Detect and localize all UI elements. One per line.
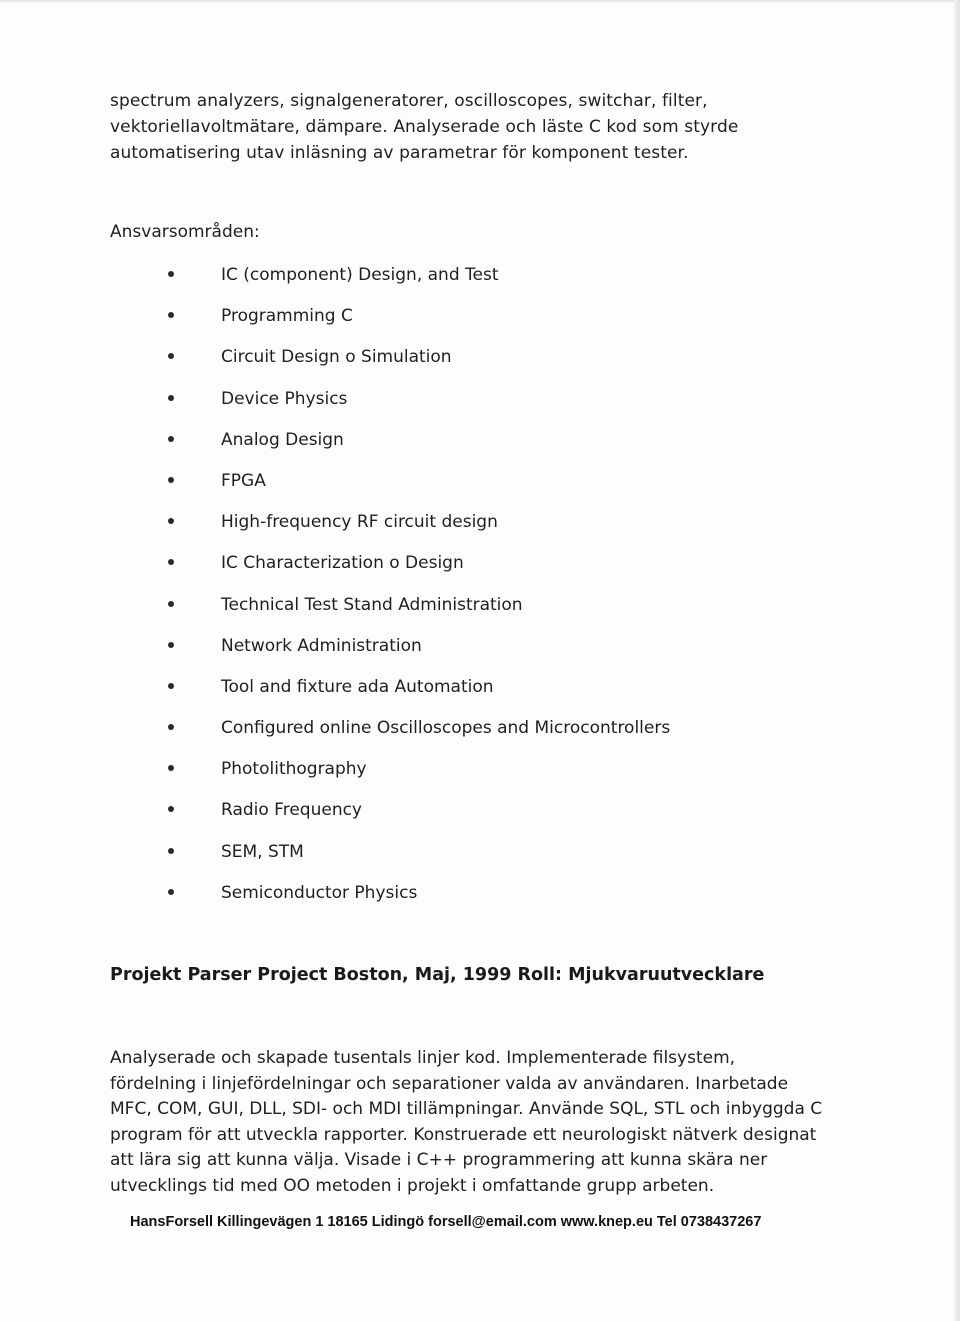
list-item bbox=[0, 427, 700, 468]
list-item bbox=[0, 839, 700, 880]
list-item-label: Device Physics bbox=[221, 388, 348, 409]
intro-line: automatisering utav inläsning av parametrar för komponent tester. bbox=[110, 143, 689, 163]
page-top-edge bbox=[0, 0, 960, 2]
list-item bbox=[0, 262, 700, 303]
bullet-icon bbox=[168, 806, 174, 812]
bullet-icon bbox=[168, 353, 174, 359]
bullet-icon bbox=[168, 559, 174, 565]
bullet-icon bbox=[168, 765, 174, 771]
responsibilities-list bbox=[0, 262, 700, 921]
list-item bbox=[0, 715, 700, 756]
list-item bbox=[0, 550, 700, 591]
bullet-icon bbox=[168, 683, 174, 689]
intro-line: spectrum analyzers, signalgeneratorer, oscilloscopes, switchar, filter, bbox=[110, 91, 708, 111]
page-right-edge bbox=[954, 0, 960, 1321]
list-item bbox=[0, 303, 700, 344]
list-item-label: Circuit Design o Simulation bbox=[221, 347, 452, 368]
list-item bbox=[0, 756, 700, 797]
list-item-label: IC Characterization o Design bbox=[221, 553, 464, 574]
bullet-icon bbox=[168, 518, 174, 524]
list-item-label: Programming C bbox=[221, 306, 353, 327]
project-description bbox=[110, 1046, 830, 1200]
list-item bbox=[0, 592, 700, 633]
bullet-icon bbox=[168, 889, 174, 895]
project-description-line: Analyserade och skapade tusentals linjer kod. Implementerade filsystem, bbox=[110, 1048, 736, 1068]
list-item bbox=[0, 633, 700, 674]
intro-line: vektoriellavoltmätare, dämpare. Analyserade och läste C kod som styrde bbox=[110, 117, 739, 137]
list-item bbox=[0, 674, 700, 715]
bullet-icon bbox=[168, 436, 174, 442]
list-item-label: Network Administration bbox=[221, 635, 422, 656]
project-title: Projekt Parser Project Boston, Maj, 1999 Roll: Mjukvaruutvecklare bbox=[110, 965, 765, 985]
contact-footer: HansForsell Killingevägen 1 18165 Lidingö forsell@email.com www.knep.eu Tel 0738437267 bbox=[130, 1214, 762, 1230]
list-item-label: Semiconductor Physics bbox=[221, 882, 418, 903]
bullet-icon bbox=[168, 271, 174, 277]
bullet-icon bbox=[168, 848, 174, 854]
list-item-label: High-frequency RF circuit design bbox=[221, 512, 498, 533]
list-item bbox=[0, 509, 700, 550]
list-item bbox=[0, 880, 700, 921]
bullet-icon bbox=[168, 477, 174, 483]
list-item-label: Photolithography bbox=[221, 759, 367, 780]
list-item bbox=[0, 797, 700, 838]
list-item-label: FPGA bbox=[221, 470, 266, 491]
list-item-label: Configured online Oscilloscopes and Microcontrollers bbox=[221, 718, 671, 739]
list-item-label: Technical Test Stand Administration bbox=[221, 594, 523, 615]
list-item-label: SEM, STM bbox=[221, 841, 304, 862]
project-description-line: fördelning i linjefördelningar och separationer valda av användaren. Inarbetade bbox=[110, 1073, 789, 1094]
bullet-icon bbox=[168, 395, 174, 401]
bullet-icon bbox=[168, 724, 174, 730]
list-item bbox=[0, 468, 700, 509]
bullet-icon bbox=[168, 642, 174, 648]
bullet-icon bbox=[168, 312, 174, 318]
project-description-line: att lära sig att kunna välja. Visade i C++ programmering att kunna skära ner bbox=[110, 1150, 768, 1171]
list-item-label: Tool and fixture ada Automation bbox=[221, 676, 494, 697]
project-description-line: program för att utveckla rapporter. Konstruerade ett neurologiskt nätverk designat bbox=[110, 1124, 817, 1145]
list-item bbox=[0, 386, 700, 427]
intro-paragraph bbox=[110, 88, 830, 166]
project-description-line: MFC, COM, GUI, DLL, SDI- och MDI tillämpningar. Använde SQL, STL och inbyggda C bbox=[110, 1099, 823, 1120]
list-item-label: Analog Design bbox=[221, 429, 344, 450]
bullet-icon bbox=[168, 601, 174, 607]
list-item-label: IC (component) Design, and Test bbox=[221, 265, 499, 285]
list-item bbox=[0, 344, 700, 385]
responsibilities-heading: Ansvarsområden: bbox=[110, 222, 260, 242]
list-item-label: Radio Frequency bbox=[221, 800, 362, 821]
project-description-line: utvecklings tid med OO metoden i projekt i omfattande grupp arbeten. bbox=[110, 1175, 715, 1196]
